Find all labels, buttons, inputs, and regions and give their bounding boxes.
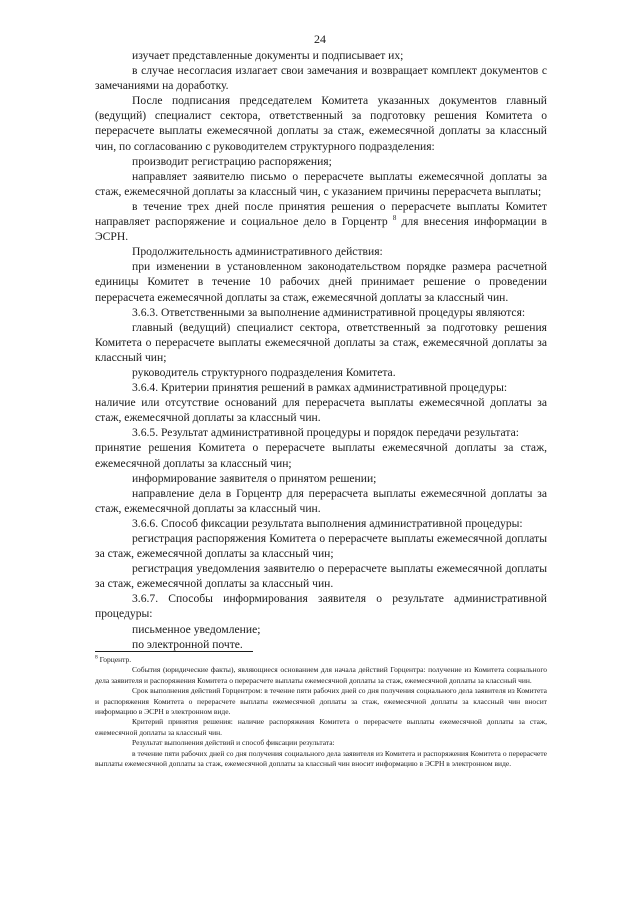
- paragraph: После подписания председателем Комитета указанных документов главный (ведущий) специалист сектора, ответственный за подготовку решения Комитета о перерасчете выплаты ежемесячной доплаты за стаж, ежемесячной доплаты за классный чин, по согласованию с руководителем структурного подразделения:: [95, 94, 547, 153]
- footnote-title-text: Горцентр.: [99, 655, 132, 664]
- paragraph-text: для внесения информации в ЭСРН.: [95, 215, 547, 244]
- page-number: 24: [314, 32, 326, 46]
- footnote-title: [95, 655, 547, 665]
- footnote-paragraph: Результат выполнения действий и способ фиксации результата:: [132, 738, 335, 748]
- paragraph: информирование заявителя о принятом решении;: [132, 471, 377, 485]
- footnote-paragraph: в течение пяти рабочих дней со дня получения социального дела заявителя из Комитета и распоряжения Комитета о перерасчете выплаты ежемесячной доплаты за стаж, ежемесячной доплаты за классный чин вносит информацию в ЭСРН в электронном виде.: [95, 748, 547, 769]
- section-heading: 3.6.5. Результат административной процедуры и порядок передачи результата:: [132, 426, 519, 440]
- footnote-paragraph: События (юридические факты), являющиеся основанием для начала действий Горцентра: получение из Комитета социального дела заявителя и распоряжения Комитета о перерасчете выплаты ежемесячной доплаты за стаж, ежемесячной доплаты за классный чин.: [95, 665, 547, 685]
- paragraph: руководитель структурного подразделения Комитета.: [132, 365, 396, 379]
- paragraph: письменное уведомление;: [132, 622, 261, 636]
- paragraph: изучает представленные документы и подписывает их;: [132, 49, 404, 62]
- paragraph: [95, 199, 547, 244]
- footnote-reference: 8: [392, 214, 397, 223]
- paragraph-text: в течение трех дней после принятия решения о перерасчете выплаты Комитет направляет распоряжение и социальное дело в Горцентр: [95, 199, 547, 229]
- section-heading: 3.6.4. Критерии принятия решений в рамках административной процедуры:: [132, 381, 508, 395]
- section-heading: 3.6.7. Способы информирования заявителя о результате административной процедуры:: [95, 592, 547, 621]
- paragraph: наличие или отсутствие оснований для перерасчета выплаты ежемесячной доплаты за стаж, ежемесячной доплаты за классный чин.: [95, 396, 547, 425]
- paragraph: при изменении в установленном законодательством порядке размера расчетной единицы Комитет в течение 10 рабочих дней принимает решение о проведении перерасчета ежемесячной доплаты за стаж, ежемесячной доплаты за классный чин.: [95, 260, 547, 304]
- section-heading: 3.6.3. Ответственными за выполнение административной процедуры являются:: [132, 305, 526, 319]
- paragraph: направление дела в Горцентр для перерасчета выплаты ежемесячной доплаты за стаж, ежемесячной доплаты за классный чин.: [95, 486, 547, 515]
- paragraph: направляет заявителю письмо о перерасчете выплаты ежемесячной доплаты за стаж, ежемесячной доплаты за классный чин, с указанием причины перерасчета выплаты;: [95, 169, 547, 198]
- main-text: [95, 48, 547, 652]
- footnote-paragraph: Критерий принятия решения: наличие распоряжения Комитета о перерасчете выплаты ежемесячной доплаты за стаж, ежемесячной доплаты за классный чин.: [95, 717, 547, 737]
- section-heading: 3.6.6. Способ фиксации результата выполнения административной процедуры:: [132, 516, 523, 530]
- paragraph: производит регистрацию распоряжения;: [132, 154, 332, 168]
- footnotes: [95, 655, 547, 769]
- footnote-number: 8: [95, 654, 98, 661]
- paragraph: главный (ведущий) специалист сектора, ответственный за подготовку решения Комитета о перерасчете выплаты ежемесячной доплаты за стаж, ежемесячной доплаты за классный чин;: [95, 320, 547, 364]
- footnote-divider: [95, 651, 253, 652]
- paragraph: принятие решения Комитета о перерасчете выплаты ежемесячной доплаты за стаж, ежемесячной доплаты за классный чин;: [95, 441, 547, 470]
- paragraph: регистрация уведомления заявителю о перерасчете выплаты ежемесячной доплаты за стаж, ежемесячной доплаты за классный чин.: [95, 562, 547, 591]
- paragraph: в случае несогласия излагает свои замечания и возвращает комплект документов с замечаниями на доработку.: [95, 64, 547, 93]
- paragraph: по электронной почте.: [132, 637, 243, 651]
- paragraph: Продолжительность административного действия:: [132, 245, 383, 259]
- footnote-paragraph: Срок выполнения действий Горцентром: в течение пяти рабочих дней со дня получения социального дела заявителя из Комитета и распоряжения Комитета о перерасчете выплаты ежемесячной доплаты за стаж, ежемесячной доплаты за классный чин вносит информацию в ЭСРН в электронном виде.: [95, 686, 547, 717]
- paragraph: регистрация распоряжения Комитета о перерасчете выплаты ежемесячной доплаты за стаж, ежемесячной доплаты за классный чин;: [95, 532, 547, 561]
